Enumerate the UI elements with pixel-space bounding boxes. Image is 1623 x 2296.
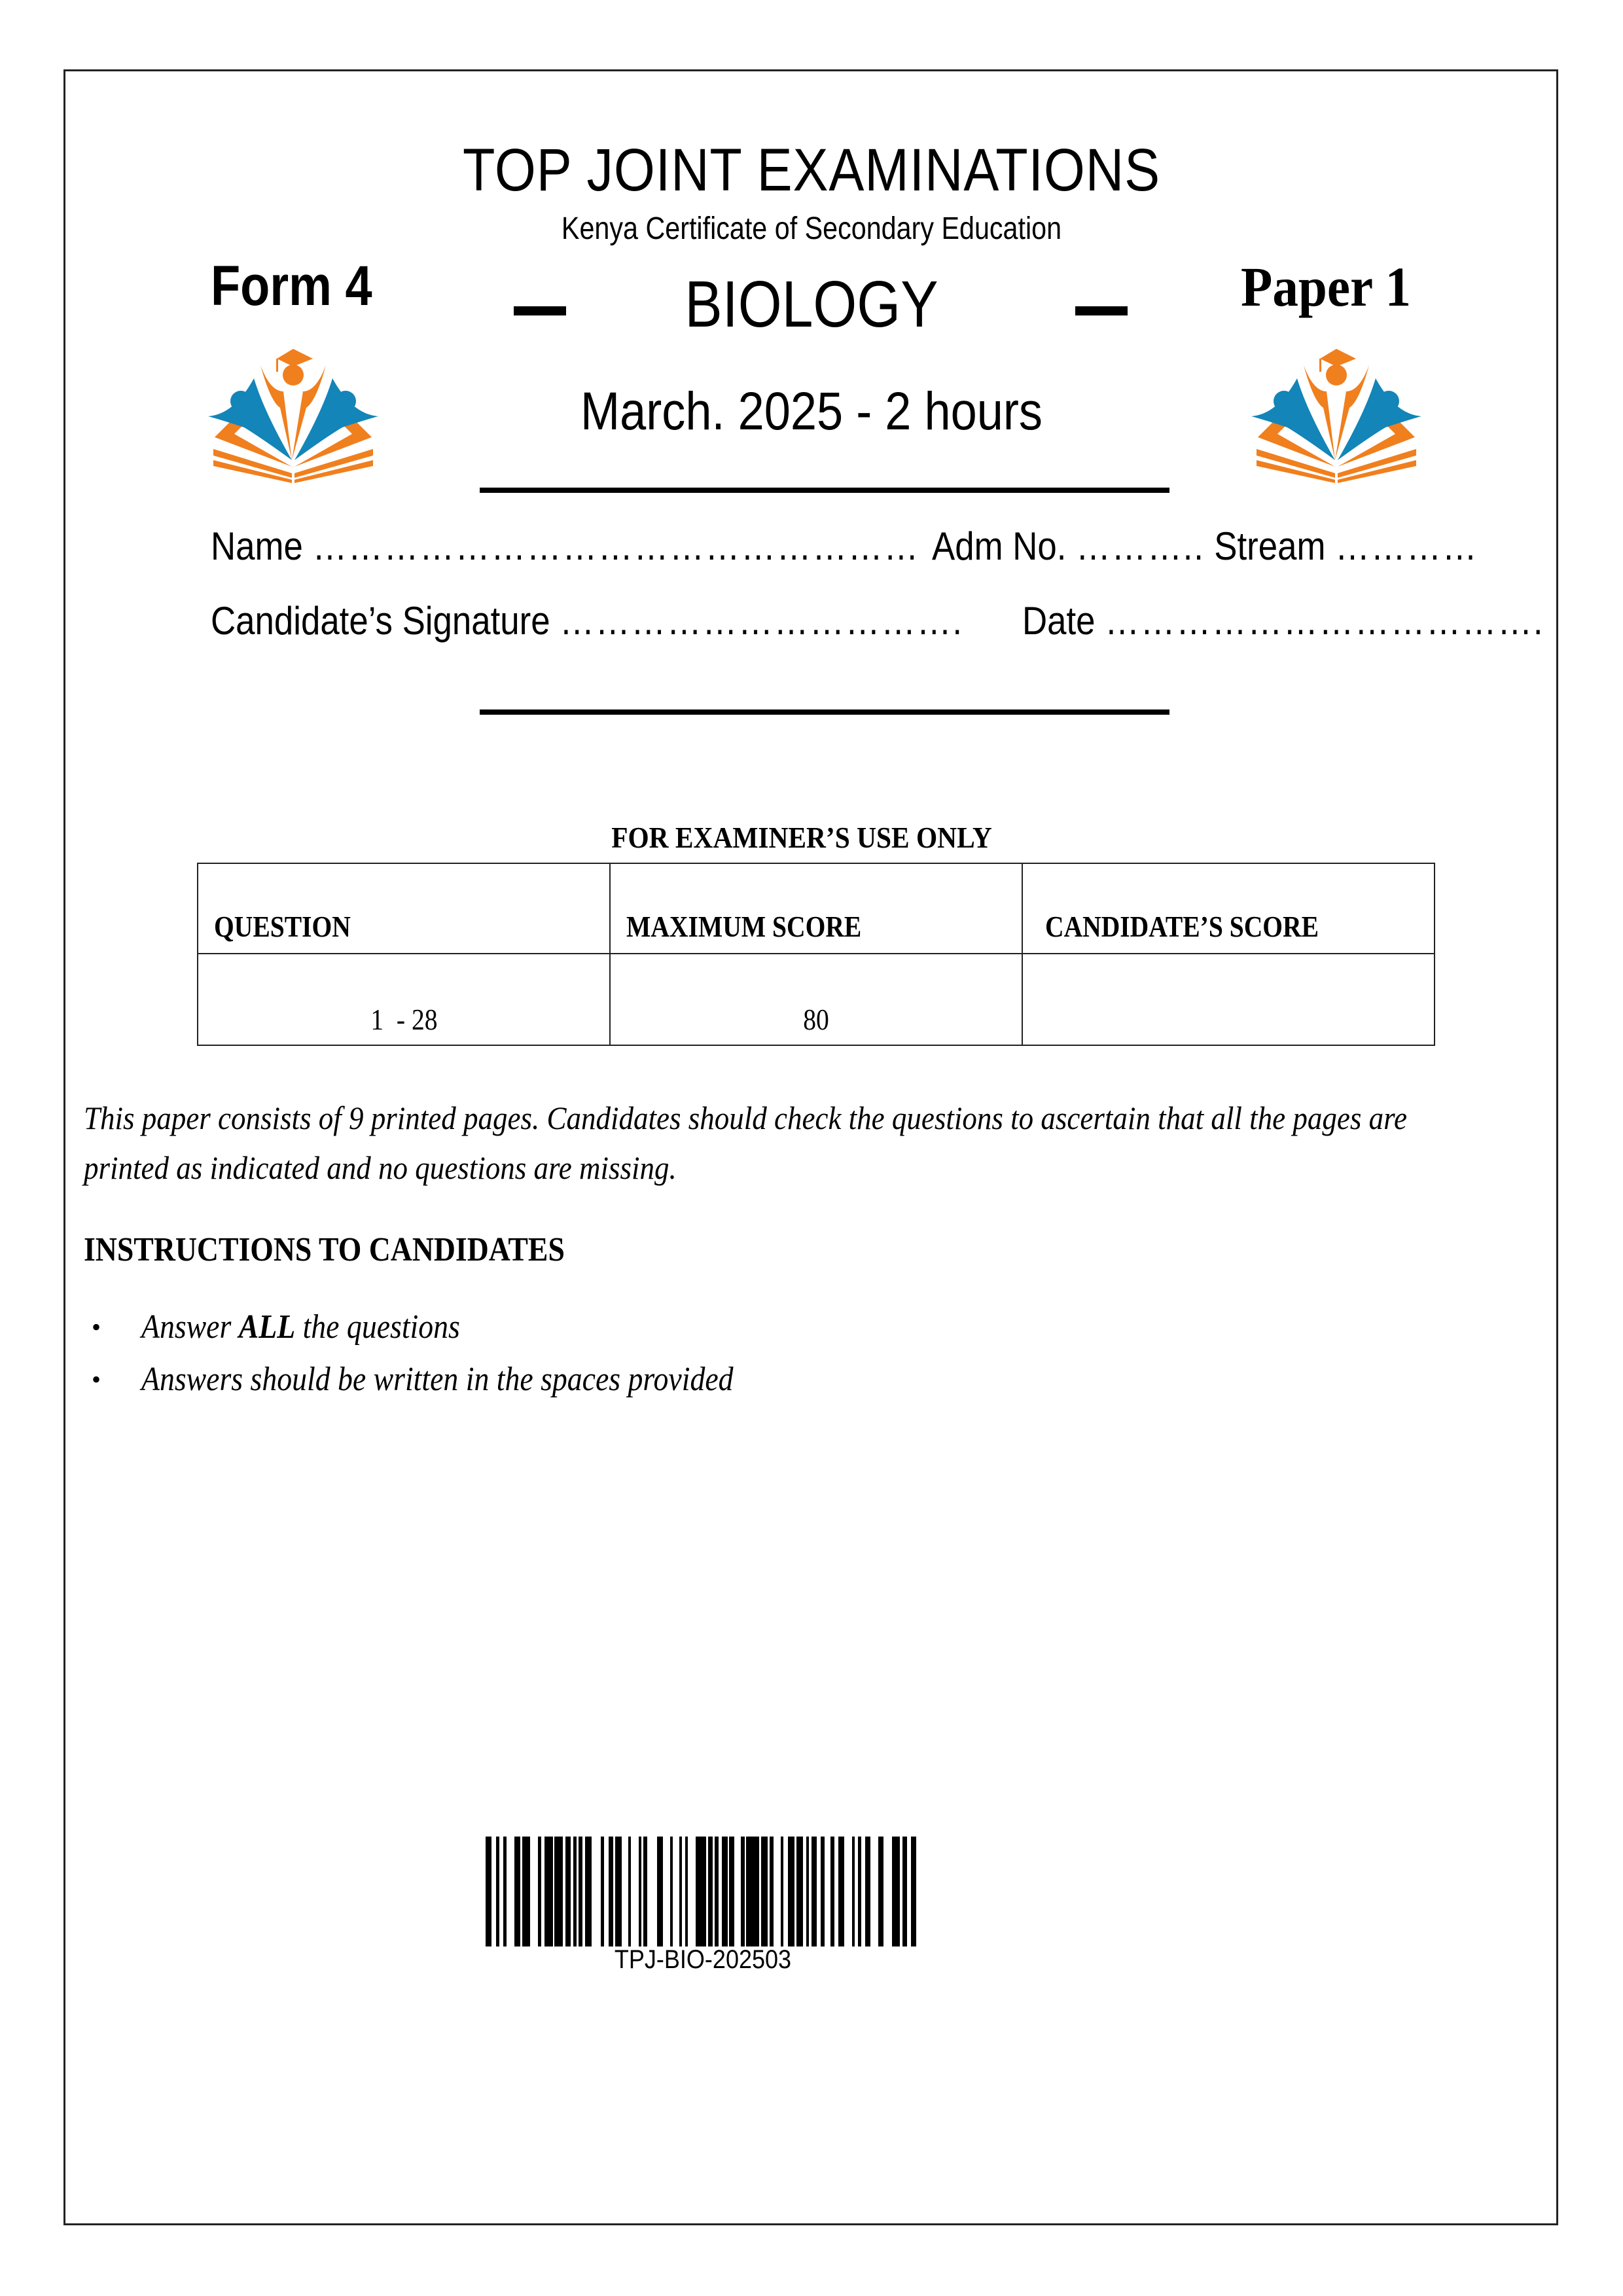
instructions-title: INSTRUCTIONS TO CANDIDATES [84, 1231, 565, 1268]
header-rule-top [480, 488, 1169, 493]
column-header-maximum-score: MAXIMUM SCORE [610, 863, 1022, 954]
date-input-line[interactable]: ………………………………. [1105, 599, 1544, 643]
column-header-candidate-score: CANDIDATE’S SCORE [1022, 863, 1435, 954]
cell-candidate-score[interactable] [1022, 954, 1435, 1045]
name-input-line[interactable]: …………………………………………… [312, 524, 920, 568]
instructions-list [84, 1301, 814, 1406]
stream-input-line[interactable]: ………… [1335, 524, 1478, 568]
cell-maximum-score: 80 [610, 954, 1022, 1045]
bullet-icon: • [92, 1365, 101, 1394]
table-header-row [198, 863, 1435, 954]
signature-input-line[interactable]: ……………………………. [560, 599, 963, 643]
column-header-question: QUESTION [198, 863, 610, 954]
list-item [84, 1301, 814, 1354]
school-logo-icon [1251, 339, 1421, 483]
date-field[interactable] [1022, 598, 1544, 643]
examiner-score-table [197, 863, 1435, 1046]
adm-no-label: Adm No. [932, 524, 1067, 568]
session-info: March. 2025 - 2 hours [580, 382, 1043, 441]
signature-field[interactable] [211, 598, 963, 643]
adm-no-input-line[interactable]: ……….. [1076, 524, 1205, 568]
list-item [84, 1354, 814, 1406]
dash-right [1075, 306, 1128, 315]
table-row [198, 954, 1435, 1045]
instruction-text: Answer ALL the questions [141, 1308, 460, 1346]
certificate-subtitle: Kenya Certificate of Secondary Education [561, 211, 1062, 246]
page-count-notice: This paper consists of 9 printed pages. Candidates should check the questions to ascertain that all the pages are printed as indicated and no questions are missing. [84, 1100, 1407, 1186]
name-field[interactable] [211, 524, 919, 569]
adm-stream-fields [932, 524, 1478, 569]
barcode-code: TPJ-BIO-202503 [614, 1945, 792, 1974]
date-label: Date [1022, 599, 1096, 643]
school-logo-icon [208, 339, 378, 483]
organization-title: TOP JOINT EXAMINATIONS [462, 137, 1161, 204]
signature-label: Candidate’s Signature [211, 599, 550, 643]
examiner-section-title: FOR EXAMINER’S USE ONLY [611, 821, 992, 854]
form-label: Form 4 [211, 255, 372, 317]
name-label: Name [211, 524, 303, 568]
paper-label: Paper 1 [1241, 255, 1412, 318]
instruction-text: Answers should be written in the spaces provided [141, 1361, 734, 1398]
bullet-icon: • [92, 1312, 101, 1342]
barcode-icon [486, 1837, 920, 1946]
cell-question-range: 1 - 28 [198, 954, 610, 1045]
stream-label: Stream [1214, 524, 1326, 568]
header-rule-bottom [480, 709, 1169, 715]
subject-title: BIOLOGY [685, 268, 938, 341]
